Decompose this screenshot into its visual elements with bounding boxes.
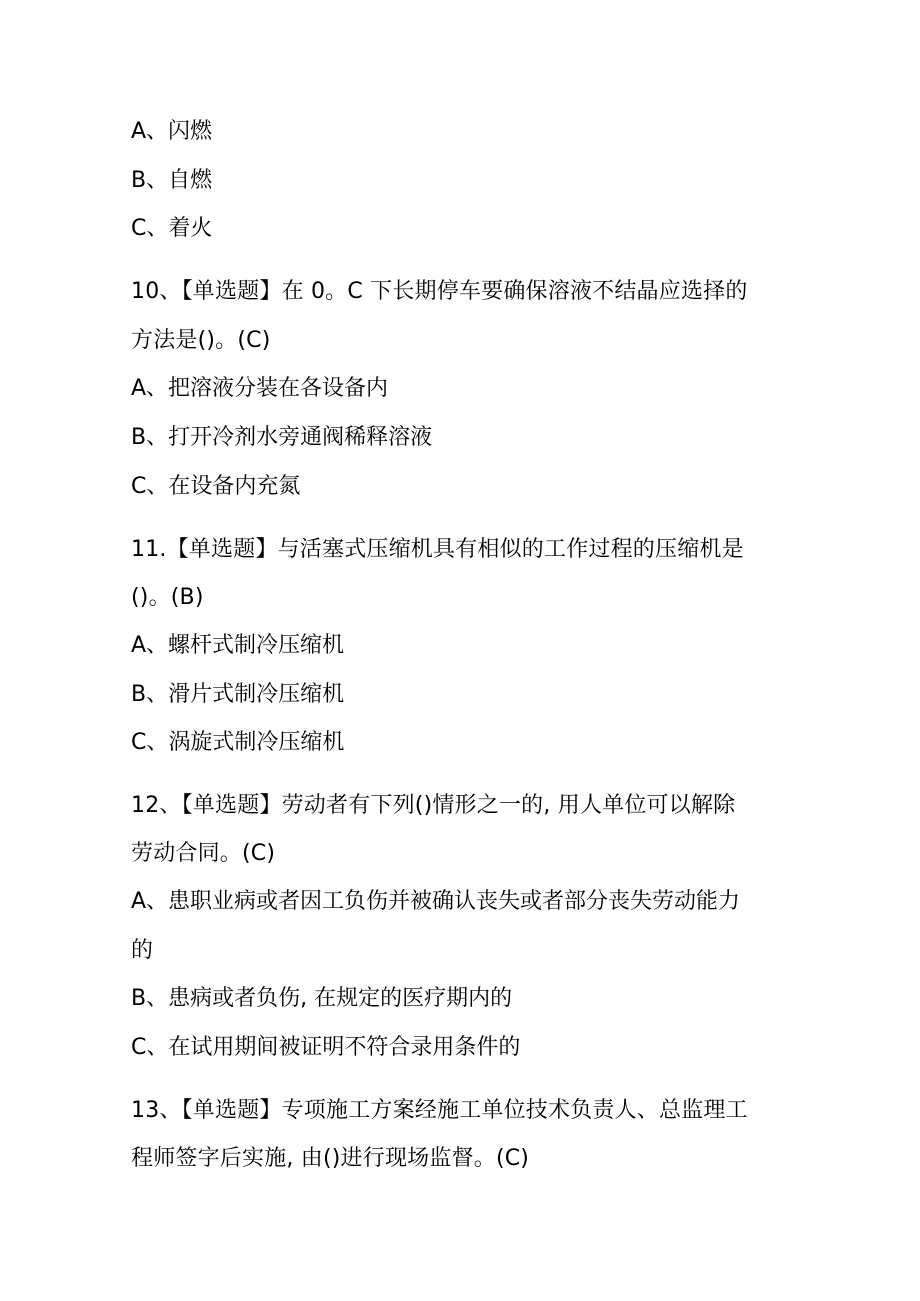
option-line: B、滑片式制冷压缩机 — [131, 682, 345, 707]
option-line: A、螺杆式制冷压缩机 — [131, 633, 345, 658]
option-line: A、患职业病或者因工负伤并被确认丧失或者部分丧失劳动能力 — [131, 889, 741, 914]
question-text: 13、【单选题】专项施工方案经施工单位技术负责人、总监理工 — [131, 1098, 748, 1123]
option-line: C、涡旋式制冷压缩机 — [131, 730, 345, 755]
option-line: C、在设备内充氮 — [131, 474, 301, 499]
question-text: 程师签字后实施, 由()进行现场监督。(C) — [131, 1146, 530, 1171]
option-line: B、打开冷剂水旁通阀稀释溶液 — [131, 425, 433, 450]
option-line: B、自燃 — [131, 168, 213, 193]
question-text: 劳动合同。(C) — [131, 841, 276, 866]
question-text: 方法是()。(C) — [131, 328, 271, 353]
option-line: 的 — [131, 938, 154, 963]
option-line: C、着火 — [131, 216, 213, 241]
option-line: B、患病或者负伤, 在规定的医疗期内的 — [131, 986, 513, 1011]
question-text: 10、【单选题】在 0。C 下长期停车要确保溶液不结晶应选择的 — [131, 279, 748, 304]
question-text: 12、【单选题】劳动者有下列()情形之一的, 用人单位可以解除 — [131, 793, 736, 818]
question-text: 11.【单选题】与活塞式压缩机具有相似的工作过程的压缩机是 — [131, 537, 744, 562]
option-line: A、把溶液分装在各设备内 — [131, 376, 389, 401]
question-text: ()。(B) — [131, 585, 204, 610]
option-line: A、闪燃 — [131, 119, 213, 144]
option-line: C、在试用期间被证明不符合录用条件的 — [131, 1035, 521, 1060]
